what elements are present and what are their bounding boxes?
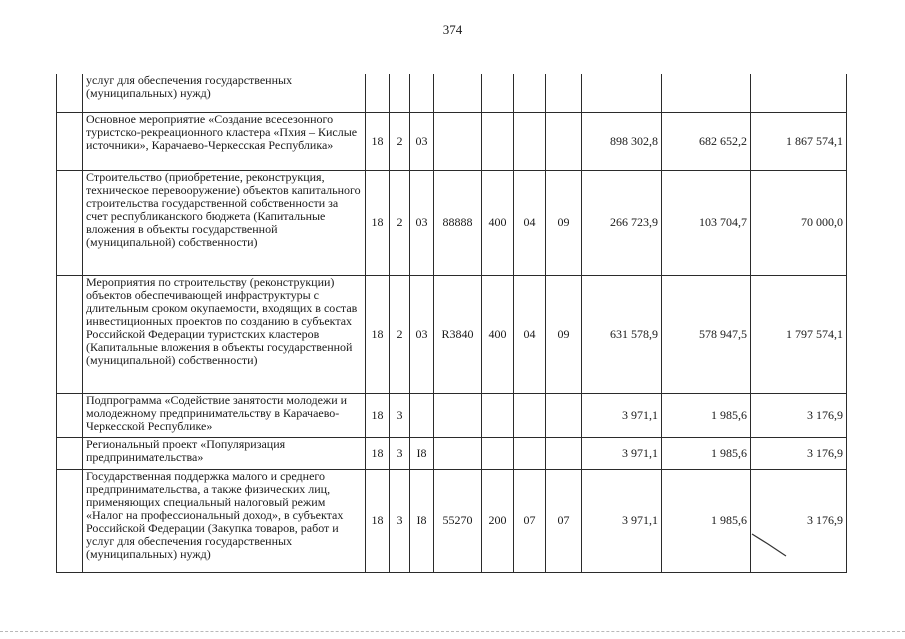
amount-year-2: 578 947,5 xyxy=(662,275,751,393)
row-description: Основное мероприятие «Создание всесезонного туристско-рекреационного кластера «Пхия – Кислые источники», Карачаево-Черкесская Республика» xyxy=(83,112,366,170)
code-expense-type xyxy=(482,112,514,170)
amount-year-3: 3 176,9 xyxy=(751,437,847,469)
row-description: Подпрограмма «Содействие занятости молодежи и молодежному предпринимательству в Карачаево-Черкесской Республике» xyxy=(83,393,366,437)
code-section: 07 xyxy=(514,469,546,572)
code-subprogram: I8 xyxy=(410,469,434,572)
code-expense-type: 200 xyxy=(482,469,514,572)
code-subprogram: 03 xyxy=(410,275,434,393)
amount-year-1: 3 971,1 xyxy=(582,469,662,572)
handwritten-tick-mark xyxy=(750,530,790,560)
code-ministry: 18 xyxy=(366,437,390,469)
code-expense-type xyxy=(482,74,514,112)
code-program: 3 xyxy=(390,469,410,572)
code-subsection xyxy=(546,437,582,469)
amount-year-2 xyxy=(662,74,751,112)
row-blank-cell xyxy=(57,170,83,275)
amount-year-1: 898 302,8 xyxy=(582,112,662,170)
code-ministry: 18 xyxy=(366,393,390,437)
code-subsection: 07 xyxy=(546,469,582,572)
table-row xyxy=(57,437,847,469)
code-ministry: 18 xyxy=(366,275,390,393)
code-program: 3 xyxy=(390,437,410,469)
row-blank-cell xyxy=(57,437,83,469)
code-subprogram: 03 xyxy=(410,170,434,275)
code-section xyxy=(514,112,546,170)
code-ministry xyxy=(366,74,390,112)
code-subprogram xyxy=(410,393,434,437)
code-subsection: 09 xyxy=(546,170,582,275)
table-row xyxy=(57,170,847,275)
amount-year-3 xyxy=(751,74,847,112)
row-description: Государственная поддержка малого и среднего предпринимательства, а также физических лиц, применяющих специальный налоговый режим «Налог на профессиональный доход», в субъектах Российской Федерации (Закупка товаров, работ и услуг для обеспечения государственных (муниципальных) нужд) xyxy=(83,469,366,572)
code-section: 04 xyxy=(514,275,546,393)
code-expense-type xyxy=(482,437,514,469)
code-ministry: 18 xyxy=(366,170,390,275)
code-section xyxy=(514,74,546,112)
code-direction: 88888 xyxy=(434,170,482,275)
code-expense-type xyxy=(482,393,514,437)
code-subsection xyxy=(546,112,582,170)
code-direction xyxy=(434,437,482,469)
budget-table xyxy=(56,74,847,573)
code-subprogram: 03 xyxy=(410,112,434,170)
page-edge-rule xyxy=(0,631,905,632)
table-row xyxy=(57,74,847,112)
code-program: 3 xyxy=(390,393,410,437)
code-program xyxy=(390,74,410,112)
amount-year-1: 266 723,9 xyxy=(582,170,662,275)
code-direction xyxy=(434,393,482,437)
table-row xyxy=(57,393,847,437)
row-blank-cell xyxy=(57,112,83,170)
table-row xyxy=(57,469,847,572)
row-blank-cell xyxy=(57,275,83,393)
amount-year-1: 3 971,1 xyxy=(582,393,662,437)
amount-year-2: 682 652,2 xyxy=(662,112,751,170)
code-program: 2 xyxy=(390,112,410,170)
table-row xyxy=(57,275,847,393)
code-subsection: 09 xyxy=(546,275,582,393)
code-section xyxy=(514,393,546,437)
code-expense-type: 400 xyxy=(482,275,514,393)
amount-year-1: 3 971,1 xyxy=(582,437,662,469)
code-subprogram: I8 xyxy=(410,437,434,469)
amount-year-3: 1 797 574,1 xyxy=(751,275,847,393)
amount-year-3: 3 176,9 xyxy=(751,393,847,437)
code-ministry: 18 xyxy=(366,469,390,572)
amount-year-1: 631 578,9 xyxy=(582,275,662,393)
amount-year-3: 3 176,9 xyxy=(751,469,847,572)
amount-year-2: 1 985,6 xyxy=(662,437,751,469)
amount-year-2: 103 704,7 xyxy=(662,170,751,275)
code-subsection xyxy=(546,74,582,112)
code-program: 2 xyxy=(390,170,410,275)
code-section xyxy=(514,437,546,469)
row-description: Строительство (приобретение, реконструкция, техническое перевооружение) объектов капитального строительства государственной собственности за счет республиканского бюджета (Капитальные вложения в объекты государственной (муниципальной) собственности) xyxy=(83,170,366,275)
table-row xyxy=(57,112,847,170)
amount-year-2: 1 985,6 xyxy=(662,469,751,572)
code-direction xyxy=(434,112,482,170)
row-description: Региональный проект «Популяризация предпринимательства» xyxy=(83,437,366,469)
page-number: 374 xyxy=(442,22,463,37)
code-direction xyxy=(434,74,482,112)
code-direction: R3840 xyxy=(434,275,482,393)
code-subprogram xyxy=(410,74,434,112)
code-section: 04 xyxy=(514,170,546,275)
code-subsection xyxy=(546,393,582,437)
amount-year-2: 1 985,6 xyxy=(662,393,751,437)
code-ministry: 18 xyxy=(366,112,390,170)
amount-year-3: 70 000,0 xyxy=(751,170,847,275)
row-description: Мероприятия по строительству (реконструкции) объектов обеспечивающей инфраструктуры с длительным сроком окупаемости, входящих в состав инвестиционных проектов по созданию в субъектах Российской Федерации туристских кластеров (Капитальные вложения в объекты государственной (муниципальной) собственности) xyxy=(83,275,366,393)
code-program: 2 xyxy=(390,275,410,393)
amount-year-1 xyxy=(582,74,662,112)
code-expense-type: 400 xyxy=(482,170,514,275)
row-description: услуг для обеспечения государственных (муниципальных) нужд) xyxy=(83,74,366,112)
row-blank-cell xyxy=(57,469,83,572)
row-blank-cell xyxy=(57,74,83,112)
row-blank-cell xyxy=(57,393,83,437)
amount-year-3: 1 867 574,1 xyxy=(751,112,847,170)
code-direction: 55270 xyxy=(434,469,482,572)
